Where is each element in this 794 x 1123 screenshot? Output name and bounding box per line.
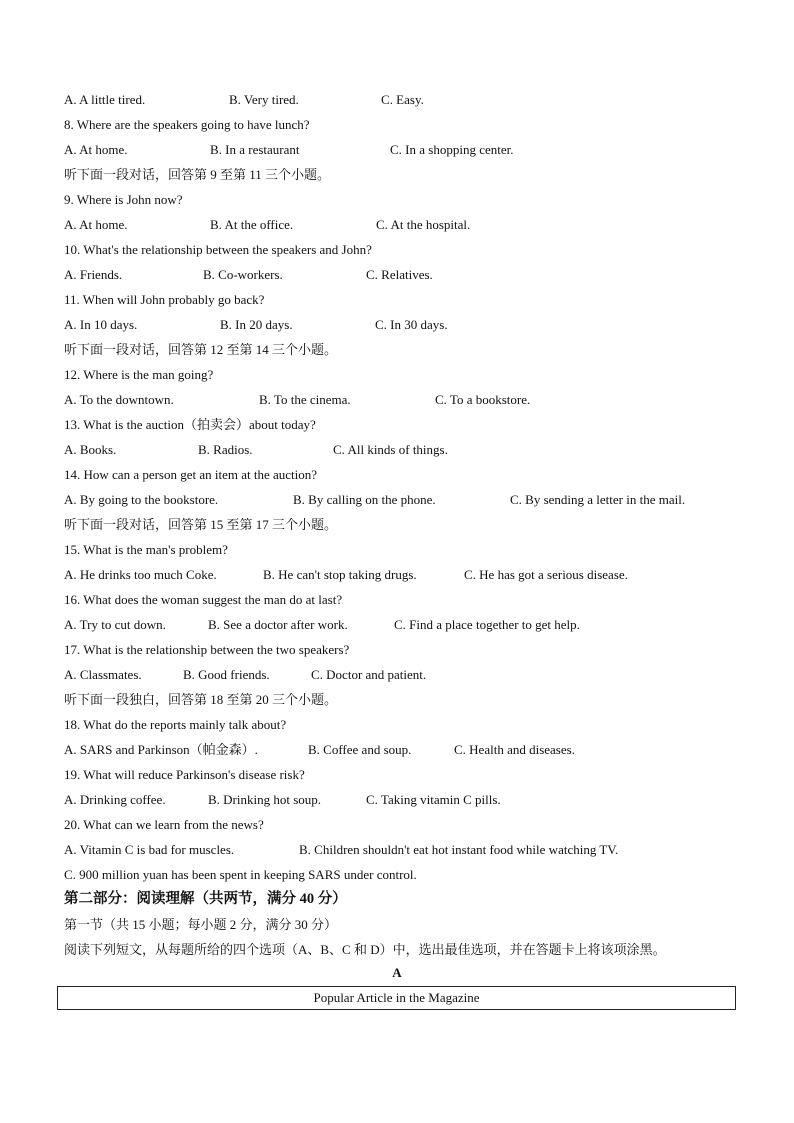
q20-option-b: B. Children shouldn't eat hot instant food while watching TV. bbox=[299, 842, 619, 857]
q13-option-b: B. Radios. bbox=[198, 442, 253, 457]
q8-option-c: C. In a shopping center. bbox=[390, 142, 514, 157]
q18-option-a: A. SARS and Parkinson（帕金森）. bbox=[64, 742, 258, 757]
q9-option-c: C. At the hospital. bbox=[376, 217, 471, 232]
q19-option-b: B. Drinking hot soup. bbox=[208, 792, 322, 807]
q13-option-a: A. Books. bbox=[64, 442, 117, 457]
q8-question: 8. Where are the speakers going to have lunch? bbox=[64, 117, 310, 132]
q16-option-b: B. See a doctor after work. bbox=[208, 617, 348, 632]
section1-heading: 第一节（共 15 小题；每小题 2 分，满分 30 分） bbox=[64, 917, 338, 932]
q15-option-a: A. He drinks too much Coke. bbox=[64, 567, 217, 582]
q16-option-a: A. Try to cut down. bbox=[64, 617, 166, 632]
q8-option-a: A. At home. bbox=[64, 142, 128, 157]
q16-question: 16. What does the woman suggest the man do at last? bbox=[64, 592, 343, 607]
q9-question: 9. Where is John now? bbox=[64, 192, 183, 207]
q20-option-a: A. Vitamin C is bad for muscles. bbox=[64, 842, 235, 857]
part2-title: 第二部分：阅读理解（共两节，满分 40 分） bbox=[64, 891, 347, 907]
q11-question: 11. When will John probably go back? bbox=[64, 292, 265, 307]
article-title-box bbox=[57, 986, 736, 1010]
q10-option-a: A. Friends. bbox=[64, 267, 123, 282]
reading-instruction: 阅读下列短文，从每题所给的四个选项（A、B、C 和 D）中，选出最佳选项，并在答题卡上将该项涂黑。 bbox=[64, 942, 666, 957]
q13-question: 13. What is the auction（拍卖会）about today? bbox=[64, 417, 316, 432]
q13-option-c: C. All kinds of things. bbox=[333, 442, 448, 457]
q20-question: 20. What can we learn from the news? bbox=[64, 817, 264, 832]
q17-option-a: A. Classmates. bbox=[64, 667, 142, 682]
q19-option-c: C. Taking vitamin C pills. bbox=[366, 792, 501, 807]
q17-question: 17. What is the relationship between the two speakers? bbox=[64, 642, 350, 657]
q10-option-b: B. Co-workers. bbox=[203, 267, 283, 282]
q18-question: 18. What do the reports mainly talk about? bbox=[64, 717, 287, 732]
q19-option-a: A. Drinking coffee. bbox=[64, 792, 166, 807]
q19-question: 19. What will reduce Parkinson's disease risk? bbox=[64, 767, 305, 782]
q15-option-c: C. He has got a serious disease. bbox=[464, 567, 628, 582]
q7-option-a: A. A little tired. bbox=[64, 92, 146, 107]
q9-option-b: B. At the office. bbox=[210, 217, 294, 232]
q12-option-a: A. To the downtown. bbox=[64, 392, 174, 407]
q18-option-c: C. Health and diseases. bbox=[454, 742, 575, 757]
instruction-15-17: 听下面一段对话，回答第 15 至第 17 三个小题。 bbox=[64, 517, 338, 532]
q10-option-c: C. Relatives. bbox=[366, 267, 433, 282]
q14-option-c: C. By sending a letter in the mail. bbox=[510, 492, 686, 507]
q12-question: 12. Where is the man going? bbox=[64, 367, 214, 382]
q16-option-c: C. Find a place together to get help. bbox=[394, 617, 580, 632]
q12-option-c: C. To a bookstore. bbox=[435, 392, 531, 407]
q20-option-c: C. 900 million yuan has been spent in keeping SARS under control. bbox=[64, 867, 417, 882]
article-title: Popular Article in the Magazine bbox=[313, 990, 480, 1005]
instruction-12-14: 听下面一段对话，回答第 12 至第 14 三个小题。 bbox=[64, 342, 338, 357]
q8-option-b: B. In a restaurant bbox=[210, 142, 300, 157]
q7-option-b: B. Very tired. bbox=[229, 92, 299, 107]
q11-option-b: B. In 20 days. bbox=[220, 317, 293, 332]
q14-option-a: A. By going to the bookstore. bbox=[64, 492, 219, 507]
q17-option-b: B. Good friends. bbox=[183, 667, 270, 682]
q14-question: 14. How can a person get an item at the auction? bbox=[64, 467, 318, 482]
q11-option-c: C. In 30 days. bbox=[375, 317, 448, 332]
q15-question: 15. What is the man's problem? bbox=[64, 542, 228, 557]
instruction-9-11: 听下面一段对话，回答第 9 至第 11 三个小题。 bbox=[64, 167, 331, 182]
q12-option-b: B. To the cinema. bbox=[259, 392, 351, 407]
q7-option-c: C. Easy. bbox=[381, 92, 424, 107]
q18-option-b: B. Coffee and soup. bbox=[308, 742, 412, 757]
q9-option-a: A. At home. bbox=[64, 217, 128, 232]
q14-option-b: B. By calling on the phone. bbox=[293, 492, 436, 507]
instruction-18-20: 听下面一段独白，回答第 18 至第 20 三个小题。 bbox=[64, 692, 338, 707]
q11-option-a: A. In 10 days. bbox=[64, 317, 138, 332]
q10-question: 10. What's the relationship between the speakers and John? bbox=[64, 242, 372, 257]
q15-option-b: B. He can't stop taking drugs. bbox=[263, 567, 417, 582]
passage-label: A bbox=[392, 965, 402, 980]
q17-option-c: C. Doctor and patient. bbox=[311, 667, 427, 682]
